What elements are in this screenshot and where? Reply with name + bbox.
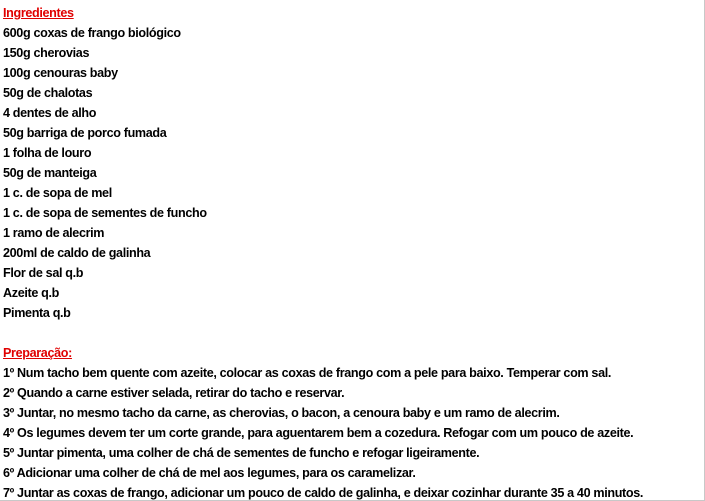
preparation-step: 1º Num tacho bem quente com azeite, colocar as coxas de frango com a pele para baixo. Temperar com sal. (3, 366, 612, 380)
preparation-step: 4º Os legumes devem ter um corte grande, para aguentarem bem a cozedura. Refogar com um pouco de azeite. (3, 426, 634, 440)
preparation-step: 2º Quando a carne estiver selada, retirar do tacho e reservar. (3, 386, 345, 400)
preparation-heading: Preparação: (3, 346, 72, 360)
section-spacer (3, 323, 704, 343)
ingredient-item: 100g cenouras baby (3, 66, 118, 80)
ingredient-item: Flor de sal q.b (3, 266, 84, 280)
ingredients-heading: Ingredientes (3, 6, 74, 20)
preparation-steps (3, 363, 704, 501)
ingredient-item: 1 c. de sopa de mel (3, 186, 112, 200)
preparation-step: 6º Adicionar uma colher de chá de mel aos legumes, para os caramelizar. (3, 466, 416, 480)
ingredient-item: 4 dentes de alho (3, 106, 97, 120)
ingredient-item: 1 ramo de alecrim (3, 226, 105, 240)
ingredient-item: 200ml de caldo de galinha (3, 246, 151, 260)
ingredient-item: 1 folha de louro (3, 146, 92, 160)
ingredient-item: Azeite q.b (3, 286, 59, 300)
ingredient-item: 50g de manteiga (3, 166, 97, 180)
preparation-step: 3º Juntar, no mesmo tacho da carne, as cherovias, o bacon, a cenoura baby e um ramo de alecrim. (3, 406, 560, 420)
ingredient-item: 600g coxas de frango biológico (3, 26, 181, 40)
ingredient-item: 1 c. de sopa de sementes de funcho (3, 206, 207, 220)
ingredient-item: 50g barriga de porco fumada (3, 126, 167, 140)
preparation-step: 5º Juntar pimenta, uma colher de chá de sementes de funcho e refogar ligeiramente. (3, 446, 480, 460)
ingredient-item: 50g de chalotas (3, 86, 93, 100)
ingredient-item: Pimenta q.b (3, 306, 71, 320)
ingredient-item: 150g cherovias (3, 46, 90, 60)
preparation-step: 7º Juntar as coxas de frango, adicionar um pouco de caldo de galinha, e deixar cozinhar durante 35 a 40 minutos. (3, 486, 644, 500)
ingredients-list (3, 23, 704, 323)
